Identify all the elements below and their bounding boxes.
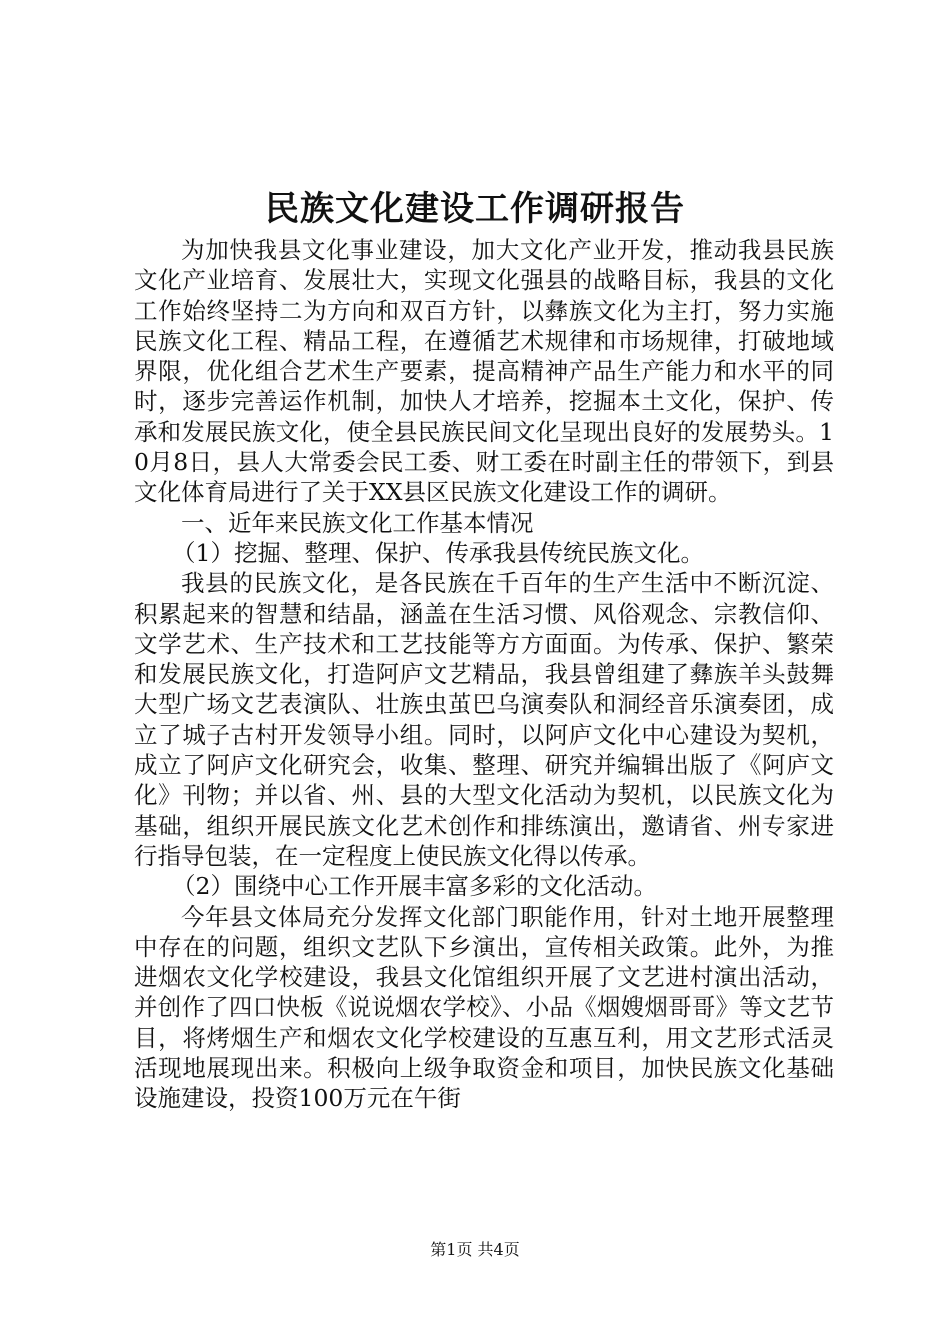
document-body <box>134 235 834 1114</box>
subsection-heading-2: （2）围绕中心工作开展丰富多彩的文化活动。 <box>172 872 657 901</box>
paragraph-intro: 为加快我县文化事业建设，加大文化产业开发，推动我县民族文化产业培育、发展壮大，实现文化强县的战略目标，我县的文化工作始终坚持二为方向和双百方针，以彝族文化为主打，努力实施民族文化工程、精品工程，在遵循艺术规律和市场规律，打破地域界限，优化组合艺术生产要素，提高精神产品生产能力和水平的同时，逐步完善运作机制，加快人才培养，挖掘本土文化，保护、传承和发展民族文化，使全县民族民间文化呈现出良好的发展势头。10月8日，县人大常委会民工委、财工委在时副主任的带领下，到县文化体育局进行了关于XX县区民族文化建设工作的调研。 <box>134 236 834 507</box>
document-title: 民族文化建设工作调研报告 <box>265 189 685 229</box>
paragraph-heritage: 我县的民族文化，是各民族在千百年的生产生活中不断沉淀、积累起来的智慧和结晶，涵盖在生活习惯、风俗观念、宗教信仰、文学艺术、生产技术和工艺技能等方方面面。为传承、保护、繁荣和发展民族文化，打造阿庐文艺精品，我县曾组建了彝族羊头鼓舞大型广场文艺表演队、壮族虫茧巴乌演奏队和洞经音乐演奏团，成立了城子古村开发领导小组。同时，以阿庐文化中心建设为契机，成立了阿庐文化研究会，收集、整理、研究并编辑出版了《阿庐文化》刊物；并以省、州、县的大型文化活动为契机，以民族文化为基础，组织开展民族文化艺术创作和排练演出，邀请省、州专家进行指导包装，在一定程度上使民族文化得以传承。 <box>134 569 834 870</box>
paragraph-activities: 今年县文体局充分发挥文化部门职能作用，针对土地开展整理中存在的问题，组织文艺队下乡演出，宣传相关政策。此外，为推进烟农文化学校建设，我县文化馆组织开展了文艺进村演出活动，并创作了四口快板《说说烟农学校》、小品《烟嫂烟哥哥》等文艺节目，将烤烟生产和烟农文化学校建设的互惠互利，用文艺形式活灵活现地展现出来。积极向上级争取资金和项目，加快民族文化基础设施建设，投资100万元在午街 <box>134 902 834 1113</box>
section-heading-1: 一、近年来民族文化工作基本情况 <box>181 508 534 537</box>
subsection-heading-1: （1）挖掘、整理、保护、传承我县传统民族文化。 <box>172 538 704 567</box>
page-number-footer: 第1页 共4页 <box>430 1240 520 1259</box>
